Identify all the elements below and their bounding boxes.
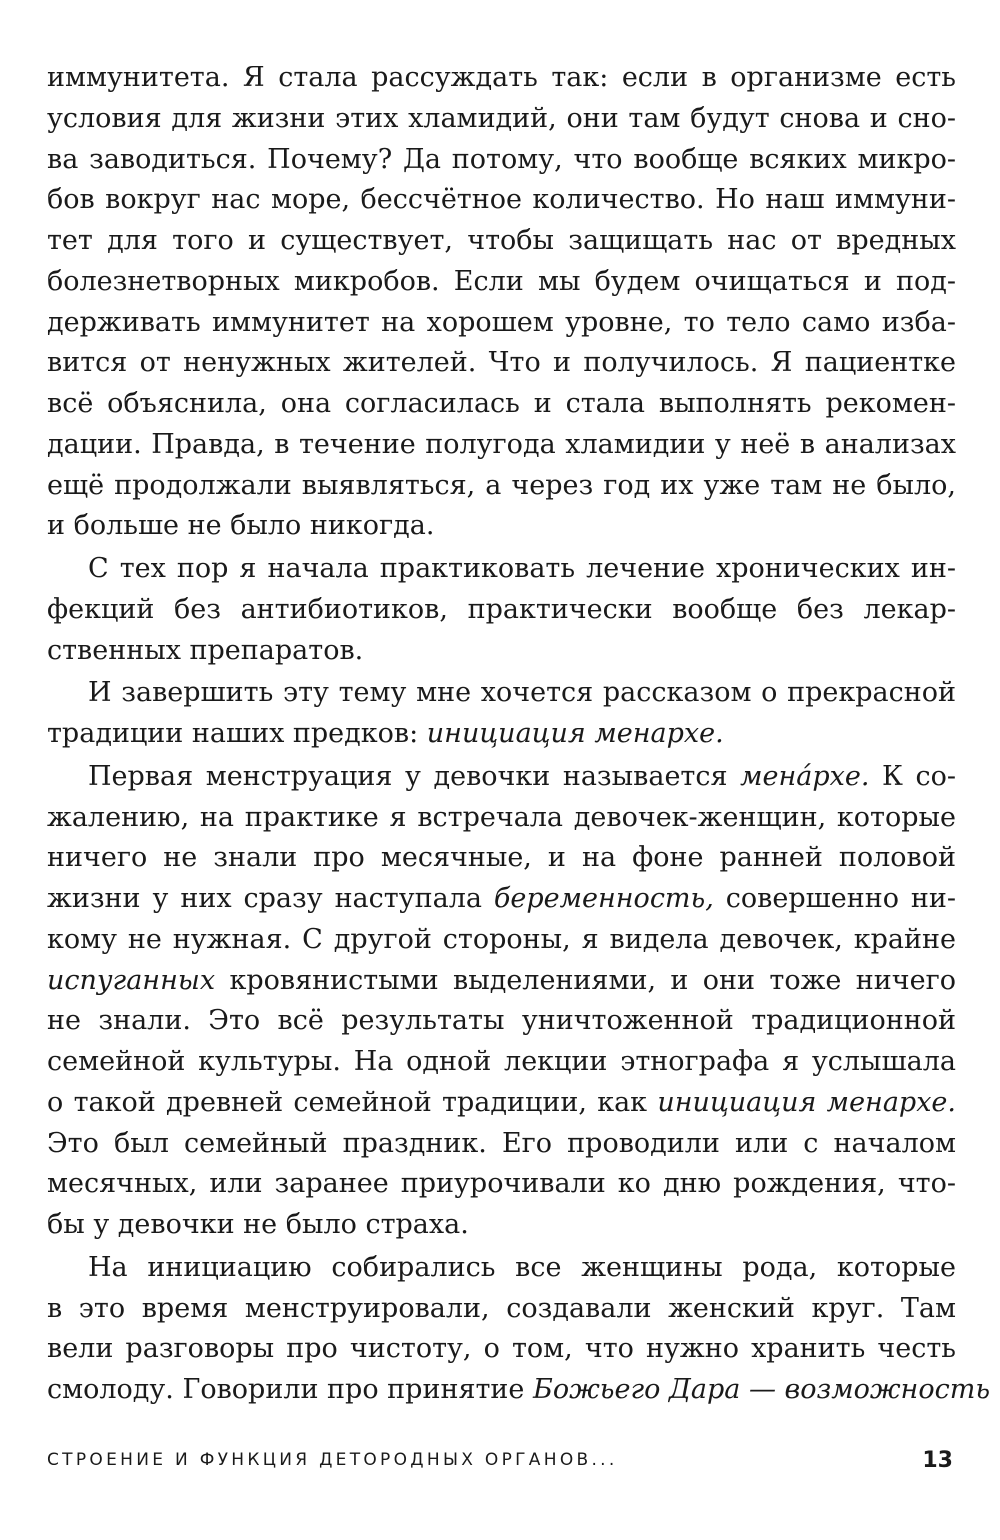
text-line: кому не нужная. С другой стороны, я видела девочек, крайне	[47, 923, 956, 955]
text-line: И завершить эту тему мне хочется рассказом о прекрасной	[88, 677, 956, 709]
text-line: о такой древней семейной традиции, как инициация менархе.	[47, 1086, 956, 1118]
text-line: На инициацию собирались все женщины рода, которые	[88, 1251, 956, 1283]
body-text	[47, 58, 991, 1411]
text-line: не знали. Это всё результаты уничтоженной традиционной	[47, 1005, 956, 1037]
text-line: месячных, или заранее приурочивали ко дню рождения, что-	[47, 1168, 956, 1200]
text-line: испуганных кровянистыми выделениями, и они тоже ничего	[47, 964, 956, 996]
text-line: фекций без антибиотиков, практически вообще без лекар-	[47, 593, 956, 625]
text-line: жизни у них сразу наступала беременность, совершенно ни-	[47, 883, 957, 914]
paragraph-4	[47, 757, 956, 1246]
text-line: Первая менструация у девочки называется менáрхе. К со-	[88, 760, 957, 792]
italic-phrase: менáрхе.	[740, 760, 870, 792]
italic-phrase: Божьего Дара — возможность	[532, 1374, 991, 1405]
text-line: тет для того и существует, чтобы защищать нас от вредных	[47, 225, 956, 256]
text-line: бы у девочки не было страха.	[47, 1209, 469, 1240]
text-line: семейной культуры. На одной лекции этнографа я услышала	[47, 1046, 956, 1077]
page-footer	[47, 1443, 953, 1477]
text-line: вели разговоры про чистоту, о том, что нужно хранить честь	[47, 1333, 956, 1365]
text-line: вится от ненужных жителей. Что и получилось. Я пациентке	[47, 347, 956, 379]
running-head: СТРОЕНИЕ И ФУНКЦИЯ ДЕТОРОДНЫХ ОРГАНОВ...	[47, 1450, 618, 1470]
text-line: держивать иммунитет на хорошем уровне, то тело само изба-	[47, 306, 956, 338]
text-line: условия для жизни этих хламидий, они там будут снова и сно-	[47, 102, 956, 134]
text-line: смолоду. Говорили про принятие Божьего Дара — возможность	[47, 1374, 991, 1405]
paragraph-1	[47, 58, 956, 547]
italic-phrase: инициация менархе.	[657, 1086, 956, 1118]
text-line: всё объяснила, она согласилась и стала выполнять рекомен-	[47, 388, 956, 419]
italic-phrase: беременность,	[493, 883, 714, 914]
text-line: ственных препаратов.	[47, 634, 364, 666]
text-line: Это был семейный праздник. Его проводили или с началом	[47, 1127, 956, 1159]
text-line: и больше не было никогда.	[47, 510, 435, 542]
paragraph-3	[47, 673, 956, 755]
text-line: ещё продолжали выявляться, а через год их уже там не было,	[47, 469, 956, 501]
text-line: жалению, на практике я встречала девочек-женщин, которые	[47, 801, 956, 833]
text-line: иммунитета. Я стала рассуждать так: если в организме есть	[47, 62, 956, 93]
page-number: 13	[922, 1447, 953, 1473]
text-line: в это время менструировали, создавали женский круг. Там	[47, 1292, 956, 1324]
text-line: ничего не знали про месячные, и на фоне ранней половой	[47, 842, 956, 874]
text-line: С тех пор я начала практиковать лечение хронических ин-	[88, 553, 956, 584]
text-line: болезнетворных микробов. Если мы будем очищаться и под-	[47, 265, 956, 297]
text-line: ва заводиться. Почему? Да потому, что вообще всяких микро-	[47, 143, 956, 175]
text-line: дации. Правда, в течение полугода хламидии у неё в анализах	[47, 428, 956, 460]
text-line: традиции наших предков: инициация менархе.	[47, 718, 724, 749]
italic-phrase: испуганных	[47, 964, 216, 996]
text-line: бов вокруг нас море, бессчётное количество. Но наш иммуни-	[47, 184, 956, 216]
paragraph-5	[47, 1248, 991, 1411]
italic-phrase: инициация менархе.	[426, 718, 724, 749]
paragraph-2	[47, 549, 956, 671]
